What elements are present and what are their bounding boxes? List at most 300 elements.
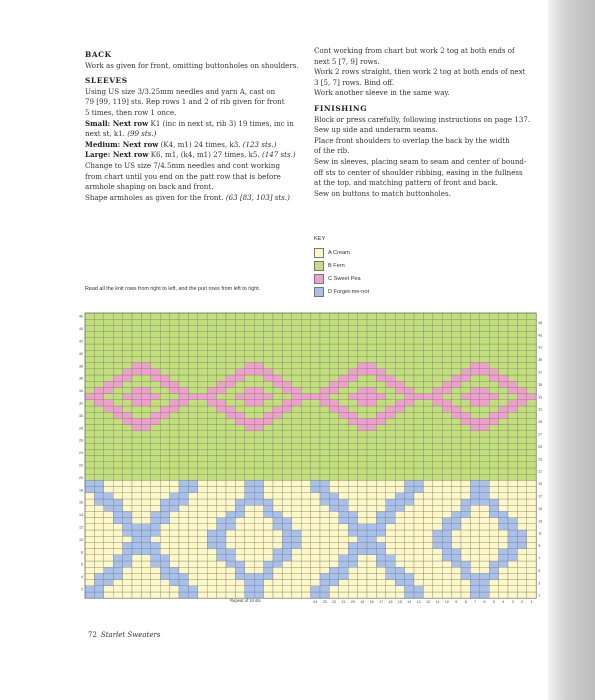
- chart-cell: [376, 480, 385, 486]
- chart-cell: [489, 350, 498, 356]
- chart-cell: [311, 524, 320, 530]
- chart-cell: [376, 431, 385, 437]
- chart-cell: [499, 443, 508, 449]
- chart-cell: [329, 394, 338, 400]
- chart-cell: [442, 325, 451, 331]
- chart-cell: [527, 505, 536, 511]
- chart-cell: [470, 375, 479, 381]
- chart-cell: [320, 456, 329, 462]
- chart-cell: [452, 400, 461, 406]
- chart-cell: [226, 580, 235, 586]
- chart-cell: [113, 518, 122, 524]
- chart-cell: [348, 573, 357, 579]
- chart-cell: [94, 592, 103, 598]
- chart-cell: [329, 369, 338, 375]
- chart-cell: [123, 462, 132, 468]
- chart-cell: [245, 474, 254, 480]
- chart-cell: [339, 387, 348, 393]
- chart-cell: [461, 592, 470, 598]
- chart-cell: [348, 567, 357, 573]
- chart-cell: [198, 511, 207, 517]
- chart-cell: [207, 313, 216, 319]
- chart-cell: [386, 462, 395, 468]
- chart-cell: [329, 456, 338, 462]
- chart-cell: [320, 338, 329, 344]
- chart-cell: [461, 456, 470, 462]
- chart-cell: [461, 338, 470, 344]
- chart-cell: [113, 567, 122, 573]
- chart-cell: [282, 518, 291, 524]
- finishing-line: Sew on buttons to match buttonholes.: [314, 188, 451, 198]
- chart-cell: [452, 425, 461, 431]
- chart-cell: [207, 493, 216, 499]
- chart-cell: [461, 511, 470, 517]
- chart-cell: [489, 319, 498, 325]
- chart-cell: [273, 418, 282, 424]
- chart-cell: [405, 542, 414, 548]
- chart-cell: [452, 375, 461, 381]
- chart-cell: [264, 573, 273, 579]
- chart-cell: [207, 363, 216, 369]
- chart-cell: [245, 449, 254, 455]
- chart-cell: [85, 319, 94, 325]
- chart-cell: [123, 580, 132, 586]
- chart-cell: [198, 418, 207, 424]
- chart-cell: [433, 493, 442, 499]
- chart-cell: [339, 573, 348, 579]
- chart-cell: [339, 524, 348, 530]
- chart-cell: [367, 480, 376, 486]
- chart-cell: [301, 363, 310, 369]
- chart-cell: [226, 555, 235, 561]
- row-label-left: 4: [81, 575, 83, 580]
- chart-cell: [198, 561, 207, 567]
- chart-cell: [405, 474, 414, 480]
- chart-cell: [508, 511, 517, 517]
- chart-cell: [348, 511, 357, 517]
- chart-cell: [217, 573, 226, 579]
- chart-cell: [207, 474, 216, 480]
- chart-cell: [358, 468, 367, 474]
- chart-cell: [132, 561, 141, 567]
- chart-cell: [292, 344, 301, 350]
- chart-cell: [367, 394, 376, 400]
- row-label-left: 10: [79, 537, 83, 542]
- chart-cell: [226, 524, 235, 530]
- stitch-label: 9: [455, 600, 458, 605]
- chart-cell: [292, 487, 301, 493]
- chart-cell: [207, 332, 216, 338]
- chart-cell: [339, 332, 348, 338]
- chart-cell: [85, 387, 94, 393]
- chart-cell: [170, 375, 179, 381]
- chart-cell: [499, 325, 508, 331]
- chart-cell: [329, 325, 338, 331]
- chart-cell: [94, 356, 103, 362]
- chart-cell: [160, 313, 169, 319]
- chart-cell: [442, 536, 451, 542]
- chart-cell: [264, 394, 273, 400]
- chart-cell: [348, 518, 357, 524]
- chart-cell: [123, 456, 132, 462]
- chart-cell: [151, 406, 160, 412]
- chart-cell: [395, 487, 404, 493]
- chart-cell: [358, 381, 367, 387]
- chart-cell: [320, 387, 329, 393]
- chart-cell: [508, 319, 517, 325]
- row-label-right: 17: [538, 494, 543, 499]
- chart-cell: [489, 449, 498, 455]
- chart-cell: [414, 456, 423, 462]
- chart-cell: [254, 487, 263, 493]
- chart-cell: [170, 456, 179, 462]
- chart-cell: [301, 313, 310, 319]
- chart-cell: [329, 505, 338, 511]
- chart-cell: [198, 474, 207, 480]
- small-instruction: [85, 119, 310, 130]
- chart-cell: [254, 437, 263, 443]
- chart-cell: [132, 549, 141, 555]
- chart-cell: [470, 474, 479, 480]
- chart-cell: [85, 480, 94, 486]
- chart-cell: [470, 325, 479, 331]
- chart-cell: [113, 381, 122, 387]
- chart-cell: [132, 468, 141, 474]
- chart-cell: [367, 456, 376, 462]
- chart-cell: [452, 387, 461, 393]
- chart-cell: [301, 592, 310, 598]
- chart-cell: [160, 474, 169, 480]
- chart-cell: [311, 474, 320, 480]
- chart-cell: [254, 369, 263, 375]
- chart-cell: [179, 437, 188, 443]
- chart-cell: [508, 369, 517, 375]
- chart-cell: [264, 549, 273, 555]
- chart-cell: [170, 400, 179, 406]
- chart-cell: [320, 586, 329, 592]
- chart-cell: [527, 493, 536, 499]
- chart-cell: [376, 344, 385, 350]
- chart-cell: [423, 468, 432, 474]
- chart-cell: [235, 313, 244, 319]
- chart-cell: [85, 511, 94, 517]
- chart-cell: [489, 369, 498, 375]
- chart-cell: [170, 394, 179, 400]
- chart-cell: [235, 325, 244, 331]
- chart-cell: [104, 530, 113, 536]
- chart-cell: [358, 400, 367, 406]
- chart-cell: [207, 350, 216, 356]
- chart-cell: [480, 400, 489, 406]
- chart-cell: [405, 394, 414, 400]
- chart-cell: [226, 437, 235, 443]
- chart-cell: [113, 468, 122, 474]
- row-label-left: 14: [79, 513, 83, 518]
- chart-cell: [179, 431, 188, 437]
- chart-cell: [301, 499, 310, 505]
- chart-cell: [254, 524, 263, 530]
- chart-cell: [282, 369, 291, 375]
- chart-cell: [358, 363, 367, 369]
- chart-cell: [423, 549, 432, 555]
- chart-cell: [499, 524, 508, 530]
- chart-cell: [442, 449, 451, 455]
- chart-cell: [235, 567, 244, 573]
- chart-cell: [113, 474, 122, 480]
- chart-cell: [292, 555, 301, 561]
- finishing-line: off sts to center of shoulder ribbing, easing in the fullness: [314, 167, 523, 177]
- chart-cell: [470, 499, 479, 505]
- chart-cell: [85, 363, 94, 369]
- chart-cell: [480, 369, 489, 375]
- row-label-right: 19: [538, 482, 543, 487]
- chart-cell: [85, 412, 94, 418]
- chart-cell: [461, 381, 470, 387]
- small-text-2: next st, k1.: [85, 129, 125, 139]
- chart-cell: [508, 437, 517, 443]
- chart-cell: [198, 468, 207, 474]
- chart-cell: [94, 369, 103, 375]
- chart-cell: [470, 487, 479, 493]
- chart-cell: [348, 400, 357, 406]
- chart-cell: [179, 443, 188, 449]
- chart-cell: [273, 431, 282, 437]
- chart-cell: [348, 356, 357, 362]
- chart-cell: [470, 567, 479, 573]
- chart-cell: [329, 313, 338, 319]
- chart-cell: [358, 474, 367, 480]
- chart-cell: [113, 394, 122, 400]
- chart-cell: [348, 524, 357, 530]
- chart-cell: [254, 480, 263, 486]
- chart-cell: [461, 567, 470, 573]
- stitch-label: 2: [521, 600, 524, 605]
- chart-cell: [104, 381, 113, 387]
- chart-cell: [301, 338, 310, 344]
- chart-cell: [170, 511, 179, 517]
- chart-cell: [151, 412, 160, 418]
- chart-cell: [132, 555, 141, 561]
- chart-cell: [104, 586, 113, 592]
- chart-cell: [320, 530, 329, 536]
- chart-cell: [292, 524, 301, 530]
- chart-cell: [442, 511, 451, 517]
- chart-cell: [470, 431, 479, 437]
- chart-cell: [461, 437, 470, 443]
- chart-cell: [311, 480, 320, 486]
- chart-cell: [160, 549, 169, 555]
- chart-cell: [123, 356, 132, 362]
- chart-cell: [235, 356, 244, 362]
- chart-cell: [282, 487, 291, 493]
- chart-cell: [461, 487, 470, 493]
- chart-cell: [405, 468, 414, 474]
- chart-cell: [94, 542, 103, 548]
- chart-cell: [527, 381, 536, 387]
- chart-cell: [170, 555, 179, 561]
- chart-cell: [113, 530, 122, 536]
- chart-cell: [245, 580, 254, 586]
- chart-cell: [527, 387, 536, 393]
- chart-cell: [527, 555, 536, 561]
- chart-cell: [461, 418, 470, 424]
- chart-cell: [517, 338, 526, 344]
- chart-cell: [141, 511, 150, 517]
- chart-cell: [254, 493, 263, 499]
- chart-cell: [442, 400, 451, 406]
- chart-cell: [499, 437, 508, 443]
- stitch-label: 16: [388, 600, 393, 605]
- chart-cell: [141, 474, 150, 480]
- chart-cell: [376, 592, 385, 598]
- chart-cell: [141, 524, 150, 530]
- chart-cell: [442, 505, 451, 511]
- chart-cell: [132, 325, 141, 331]
- row-label-right: 21: [538, 469, 543, 474]
- chart-cell: [311, 425, 320, 431]
- chart-cell: [94, 511, 103, 517]
- chart-cell: [508, 524, 517, 530]
- stitch-label: 7: [474, 600, 477, 605]
- chart-cell: [329, 425, 338, 431]
- chart-cell: [405, 487, 414, 493]
- chart-cell: [452, 350, 461, 356]
- chart-cell: [217, 375, 226, 381]
- chart-cell: [414, 511, 423, 517]
- chart-cell: [470, 592, 479, 598]
- chart-cell: [405, 555, 414, 561]
- chart-cell: [198, 493, 207, 499]
- chart-cell: [329, 431, 338, 437]
- chart-cell: [160, 456, 169, 462]
- chart-cell: [329, 487, 338, 493]
- chart-cell: [480, 518, 489, 524]
- chart-cell: [141, 319, 150, 325]
- chart-cell: [132, 499, 141, 505]
- chart-cell: [160, 567, 169, 573]
- chart-cell: [527, 474, 536, 480]
- chart-cell: [423, 338, 432, 344]
- chart-cell: [414, 369, 423, 375]
- chart-cell: [85, 487, 94, 493]
- chart-cell: [151, 586, 160, 592]
- chart-cell: [320, 443, 329, 449]
- chart-cell: [423, 394, 432, 400]
- chart-cell: [179, 549, 188, 555]
- chart-cell: [367, 555, 376, 561]
- chart-cell: [94, 499, 103, 505]
- row-label-right: 31: [538, 407, 543, 412]
- chart-cell: [104, 499, 113, 505]
- chart-cell: [367, 381, 376, 387]
- chart-cell: [94, 412, 103, 418]
- chart-cell: [104, 592, 113, 598]
- chart-cell: [85, 381, 94, 387]
- chart-cell: [217, 592, 226, 598]
- chart-cell: [452, 449, 461, 455]
- chart-cell: [104, 456, 113, 462]
- chart-cell: [376, 313, 385, 319]
- chart-cell: [358, 580, 367, 586]
- chart-cell: [301, 505, 310, 511]
- chart-cell: [141, 437, 150, 443]
- chart-cell: [348, 350, 357, 356]
- chart-cell: [94, 325, 103, 331]
- stitch-label: 22: [332, 600, 337, 605]
- chart-cell: [217, 325, 226, 331]
- chart-cell: [301, 369, 310, 375]
- chart-cell: [339, 530, 348, 536]
- chart-cell: [132, 406, 141, 412]
- chart-cell: [395, 555, 404, 561]
- chart-cell: [301, 524, 310, 530]
- chart-cell: [85, 431, 94, 437]
- chart-cell: [132, 462, 141, 468]
- chart-cell: [470, 369, 479, 375]
- chart-cell: [94, 567, 103, 573]
- chart-cell: [207, 480, 216, 486]
- chart-cell: [367, 313, 376, 319]
- chart-cell: [470, 387, 479, 393]
- row-label-left: 12: [79, 525, 83, 530]
- chart-cell: [433, 549, 442, 555]
- chart-cell: [414, 518, 423, 524]
- chart-cell: [245, 505, 254, 511]
- chart-cell: [235, 462, 244, 468]
- chart-cell: [170, 542, 179, 548]
- chart-cell: [264, 480, 273, 486]
- chart-cell: [132, 443, 141, 449]
- chart-cell: [452, 406, 461, 412]
- chart-cell: [423, 505, 432, 511]
- chart-cell: [527, 573, 536, 579]
- chart-cell: [235, 449, 244, 455]
- chart-cell: [85, 456, 94, 462]
- chart-cell: [517, 412, 526, 418]
- row-label-right: 39: [538, 358, 543, 363]
- chart-cell: [170, 524, 179, 530]
- chart-cell: [329, 493, 338, 499]
- chart-cell: [489, 573, 498, 579]
- chart-cell: [104, 344, 113, 350]
- chart-cell: [273, 412, 282, 418]
- chart-cell: [301, 431, 310, 437]
- chart-cell: [433, 456, 442, 462]
- chart-cell: [320, 561, 329, 567]
- chart-cell: [151, 369, 160, 375]
- chart-cell: [414, 549, 423, 555]
- chart-cell: [527, 406, 536, 412]
- chart-cell: [235, 369, 244, 375]
- chart-cell: [94, 406, 103, 412]
- chart-cell: [94, 462, 103, 468]
- chart-cell: [489, 493, 498, 499]
- chart-cell: [461, 555, 470, 561]
- chart-cell: [423, 474, 432, 480]
- chart-cell: [376, 418, 385, 424]
- chart-cell: [489, 332, 498, 338]
- row-label-right: 27: [538, 432, 543, 437]
- stitch-label: 19: [360, 600, 365, 605]
- chart-cell: [123, 387, 132, 393]
- chart-cell: [329, 344, 338, 350]
- chart-cell: [386, 325, 395, 331]
- chart-cell: [235, 418, 244, 424]
- chart-cell: [423, 487, 432, 493]
- chart-cell: [414, 350, 423, 356]
- chart-cell: [423, 369, 432, 375]
- chart-cell: [207, 443, 216, 449]
